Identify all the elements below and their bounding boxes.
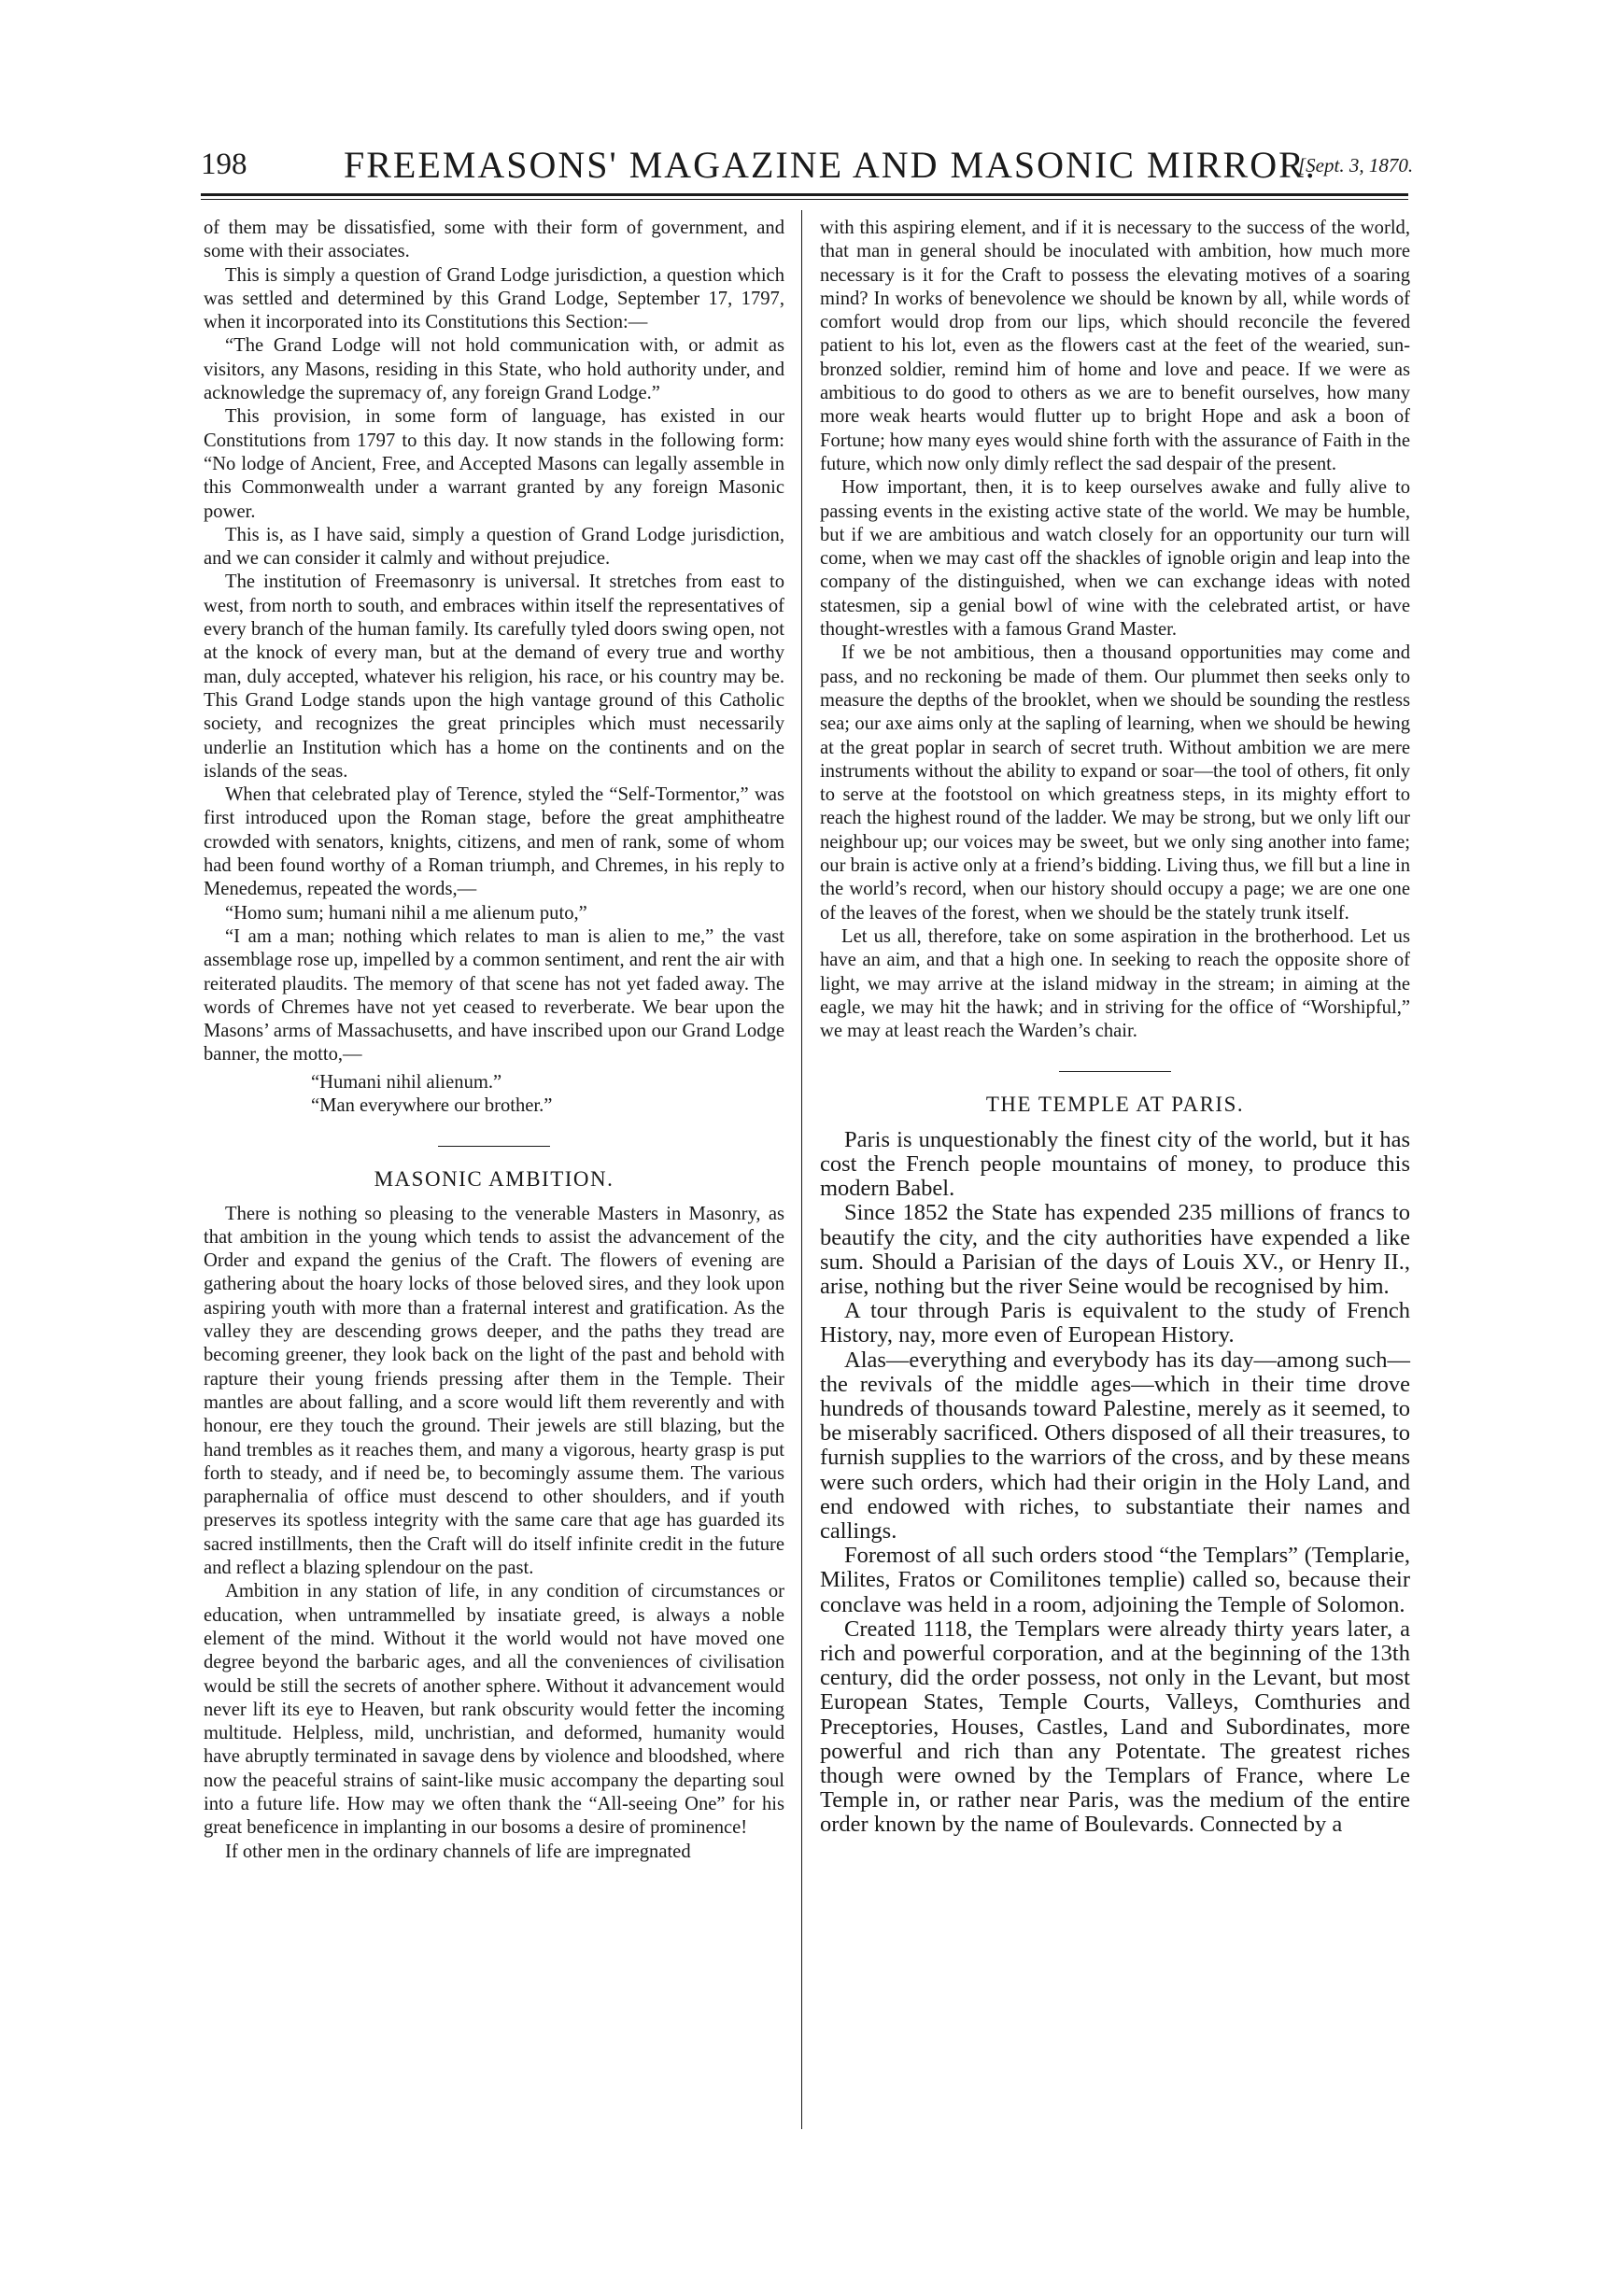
right-paragraph: Foremost of all such orders stood “the Templars” (Templarie, Milites, Fratos or Comilitones templie) called so, because their conclave was held in a room, adjoining the Temple of Solomon.	[820, 1543, 1410, 1617]
right-column	[820, 217, 1410, 1838]
masthead-title: FREEMASONS' MAGAZINE AND MASONIC MIRROR.	[344, 144, 1317, 186]
left-paragraph: “The Grand Lodge will not hold communication with, or admit as visitors, any Masons, residing in this State, who hold authority under, and acknowledge the supremacy of, any foreign Grand Lodge.”	[204, 335, 784, 404]
left-column	[204, 217, 784, 1864]
temple-article	[820, 1128, 1410, 1838]
header-rule-thick	[201, 193, 1408, 196]
right-paragraph: How important, then, it is to keep ourselves awake and fully alive to passing events in the existing active state of the world. We may be humble, but if we are ambitious and watch closely for an opportunity our turn will come, when we may cast off the shackles of ignoble origin and leap into the company of the distinguished, when we can exchange ideas with noted statesmen, sip a genial bowl of wine with the celebrated artist, or have thought-wrestles with a famous Grand Master.	[820, 477, 1410, 641]
motto-line-latin: “Humani nihil alienum.”	[311, 1071, 502, 1093]
page-number: 198	[201, 148, 247, 181]
right-paragraph: A tour through Paris is equivalent to the study of French History, nay, more even of European History.	[820, 1298, 1410, 1348]
left-paragraph: This is, as I have said, simply a question of Grand Lodge jurisdiction, and we can consider it calmly and without prejudice.	[204, 524, 784, 570]
left-paragraph: The institution of Freemasonry is universal. It stretches from east to west, from north to south, and embraces within itself the representatives of every branch of the human family. Its carefully tyled doors swing open, not at the knock of every man, but at the demand of every true and worthy man, duly accepted, whatever his religion, his race, or his country may be. This Grand Lodge stands upon the high vantage ground of this Catholic society, and recognizes the great principles which must necessarily underlie an Institution which has a home on the continents and on the islands of the seas.	[204, 572, 784, 782]
left-paragraph: If other men in the ordinary channels of life are impregnated	[225, 1841, 691, 1862]
issue-date: [Sept. 3, 1870.	[1298, 154, 1414, 176]
column-divider	[801, 210, 802, 2129]
motto-line-english: “Man everywhere our brother.”	[311, 1094, 553, 1116]
motto-block	[204, 1071, 784, 1119]
section-divider	[438, 1146, 550, 1147]
latin-quote: “Homo sum; humani nihil a me alienum puto,”	[225, 902, 587, 924]
right-paragraph: Alas—everything and everybody has its day—among such—the revivals of the middle ages—which in their time drove hundreds of thousands toward Palestine, merely as it seemed, to be miserably sacrificed. Others disposed of all their treasures, to furnish supplies to the warriors of the cross, and by these means were such orders, which had their origin in the Holy Land, and end endowed with riches, to substantiate their names and callings.	[820, 1347, 1410, 1544]
right-paragraph: Paris is unquestionably the finest city of the world, but it has cost the French people mountains of money, to produce this modern Babel.	[820, 1126, 1410, 1202]
header-rule-thin	[201, 199, 1408, 200]
page-header	[0, 0, 1624, 187]
right-paragraph: If we be not ambitious, then a thousand opportunities may come and pass, and no reckoning be made of them. Our plummet then seeks only to measure the depths of the brooklet, when we should be sounding the restless sea; our axe aims only at the sapling of learning, when we should be hewing at the great poplar in search of secret truth. Without ambition we are mere instruments without the ability to expand or soar—the tool of others, fit only to serve at the footstool on which greatness steps, in its mighty effort to reach the highest round of the ladder. We may be strong, but we only lift our neighbour up; our voices may be sweet, but we only sing another into fame; our brain is active only at a friend’s bidding. Living thus, we fill but a line in the world’s record, when our history should occupy a page; we are one one of the leaves of the forest, when we should be the stately trunk itself.	[820, 642, 1410, 924]
right-paragraph: Since 1852 the State has expended 235 millions of francs to beautify the city, and the city authorities have expended a like sum. Should a Parisian of the days of Louis XV., or Henry II., arise, nothing but the river Seine would be recognised by him.	[820, 1200, 1410, 1299]
left-paragraph: There is nothing so pleasing to the venerable Masters in Masonry, as that ambition in the young which tends to assist the advancement of the Order and expand the genius of the Craft. The flowers of evening are gathering about the hoary locks of those beloved sires, and they look upon aspiring youth with more than a fraternal interest and gratification. As the valley they are descending grows deeper, and the paths they tread are becoming greener, they look back on the light of the past and behold with rapture their young friends pressing after them in the Temple. Their mantles are about falling, and a score would lift them reverently and with honour, ere they touch the ground. Their jewels are still blazing, but the hand trembles as it reaches them, and many a vigorous, hearty grasp is put forth to steady, and if need be, to becomingly assume them. The various paraphernalia of office must descend to other shoulders, and if youth preserves its spotless integrity with the same care that age has guarded its sacred instillments, then the Craft will do itself infinite credit in the future and reflect a blazing splendour on the past.	[204, 1203, 784, 1579]
left-paragraph: When that celebrated play of Terence, styled the “Self-Tormentor,” was first introduced upon the Roman stage, before the great amphitheatre crowded with senators, knights, citizens, and men of rank, some of whom had been found worthy of a Roman triumph, and Chremes, in his reply to Menedemus, repeated the words,—	[204, 784, 784, 900]
section-heading-masonic-ambition: MASONIC AMBITION.	[374, 1167, 614, 1192]
left-paragraph: “I am a man; nothing which relates to man is alien to me,” the vast assemblage rose up, impelled by a common sentiment, and rent the air with reiterated plaudits. The memory of that scene has not yet faded away. The words of Chremes have not yet ceased to reverberate. We bear upon the Masons’ arms of Massachusetts, and have inscribed upon our Grand Lodge banner, the motto,—	[204, 925, 784, 1065]
section-heading-temple-at-paris: THE TEMPLE AT PARIS.	[985, 1093, 1245, 1117]
left-paragraph: Ambition in any station of life, in any condition of circumstances or education, when untrammelled by insatiate greed, is always a noble element of the mind. Without it the world would not have moved one degree beyond the barbaric ages, and all the conveniences of civilisation would be still the secrets of another sphere. Without it advancement would never lift its eye to Heaven, but rank obscurity would fetter the incoming multitude. Helpless, mild, unchristian, and deformed, humanity would have abruptly terminated in savage dens by violence and bloodshed, where now the peaceful strains of saint-like music accompany the departing soul into a future life. How may we often thank the “All-seeing One” for his great beneficence in implanting in our bosoms a desire of prominence!	[204, 1581, 784, 1839]
right-paragraph: Let us all, therefore, take on some aspiration in the brotherhood. Let us have an aim, and that a high one. In seeking to reach the opposite shore of light, we may arrive at the island midway in the stream; in aiming at the eagle, we may hit the hawk; and in striving for the office of “Worshipful,” we may at least reach the Warden’s chair.	[820, 925, 1410, 1042]
left-paragraph: This is simply a question of Grand Lodge jurisdiction, a question which was settled and determined by this Grand Lodge, September 17, 1797, when it incorporated into its Constitutions this Section:—	[204, 264, 784, 333]
left-paragraph: This provision, in some form of language, has existed in our Constitutions from 1797 to this day. It now stands in the following form: “No lodge of Ancient, Free, and Accepted Masons can legally assemble in this Commonwealth under a warrant granted by any foreign Masonic power.	[204, 406, 784, 522]
section-divider	[1059, 1071, 1171, 1072]
right-paragraph: with this aspiring element, and if it is necessary to the success of the world, that man in general should be inoculated with ambition, how much more necessary is it for the Craft to possess the elevating motives of a soaring mind? In works of benevolence we should be known by all, while words of comfort would drop from our lips, which should reconcile the fevered patient to his lot, even as the flowers cast at the feet of the wearied, sun-bronzed soldier, remind him of home and love and peace. If we were as ambitious to do good to others as we are to benefit ourselves, how many more weak hearts would flutter up to bright Hope and ask a boon of Fortune; how many eyes would shine forth with the assurance of Faith in the future, which now only dimly reflect the sad despair of the present.	[820, 218, 1410, 474]
right-paragraph: Created 1118, the Templars were already thirty years later, a rich and powerful corporation, and at the beginning of the 13th century, did the order possess, not only in the Levant, but most European States, Temple Courts, Valleys, Comthuries and Preceptories, Houses, Castles, Land and Subordinates, more powerful and rich than any Potentate. The greatest riches though were owned by the Templars of France, where Le Temple in, or rather near Paris, was the medium of the entire order known by the name of Boulevards. Connected by a	[820, 1616, 1410, 1838]
left-paragraph: of them may be dissatisfied, some with their form of government, and some with their associates.	[204, 218, 784, 262]
